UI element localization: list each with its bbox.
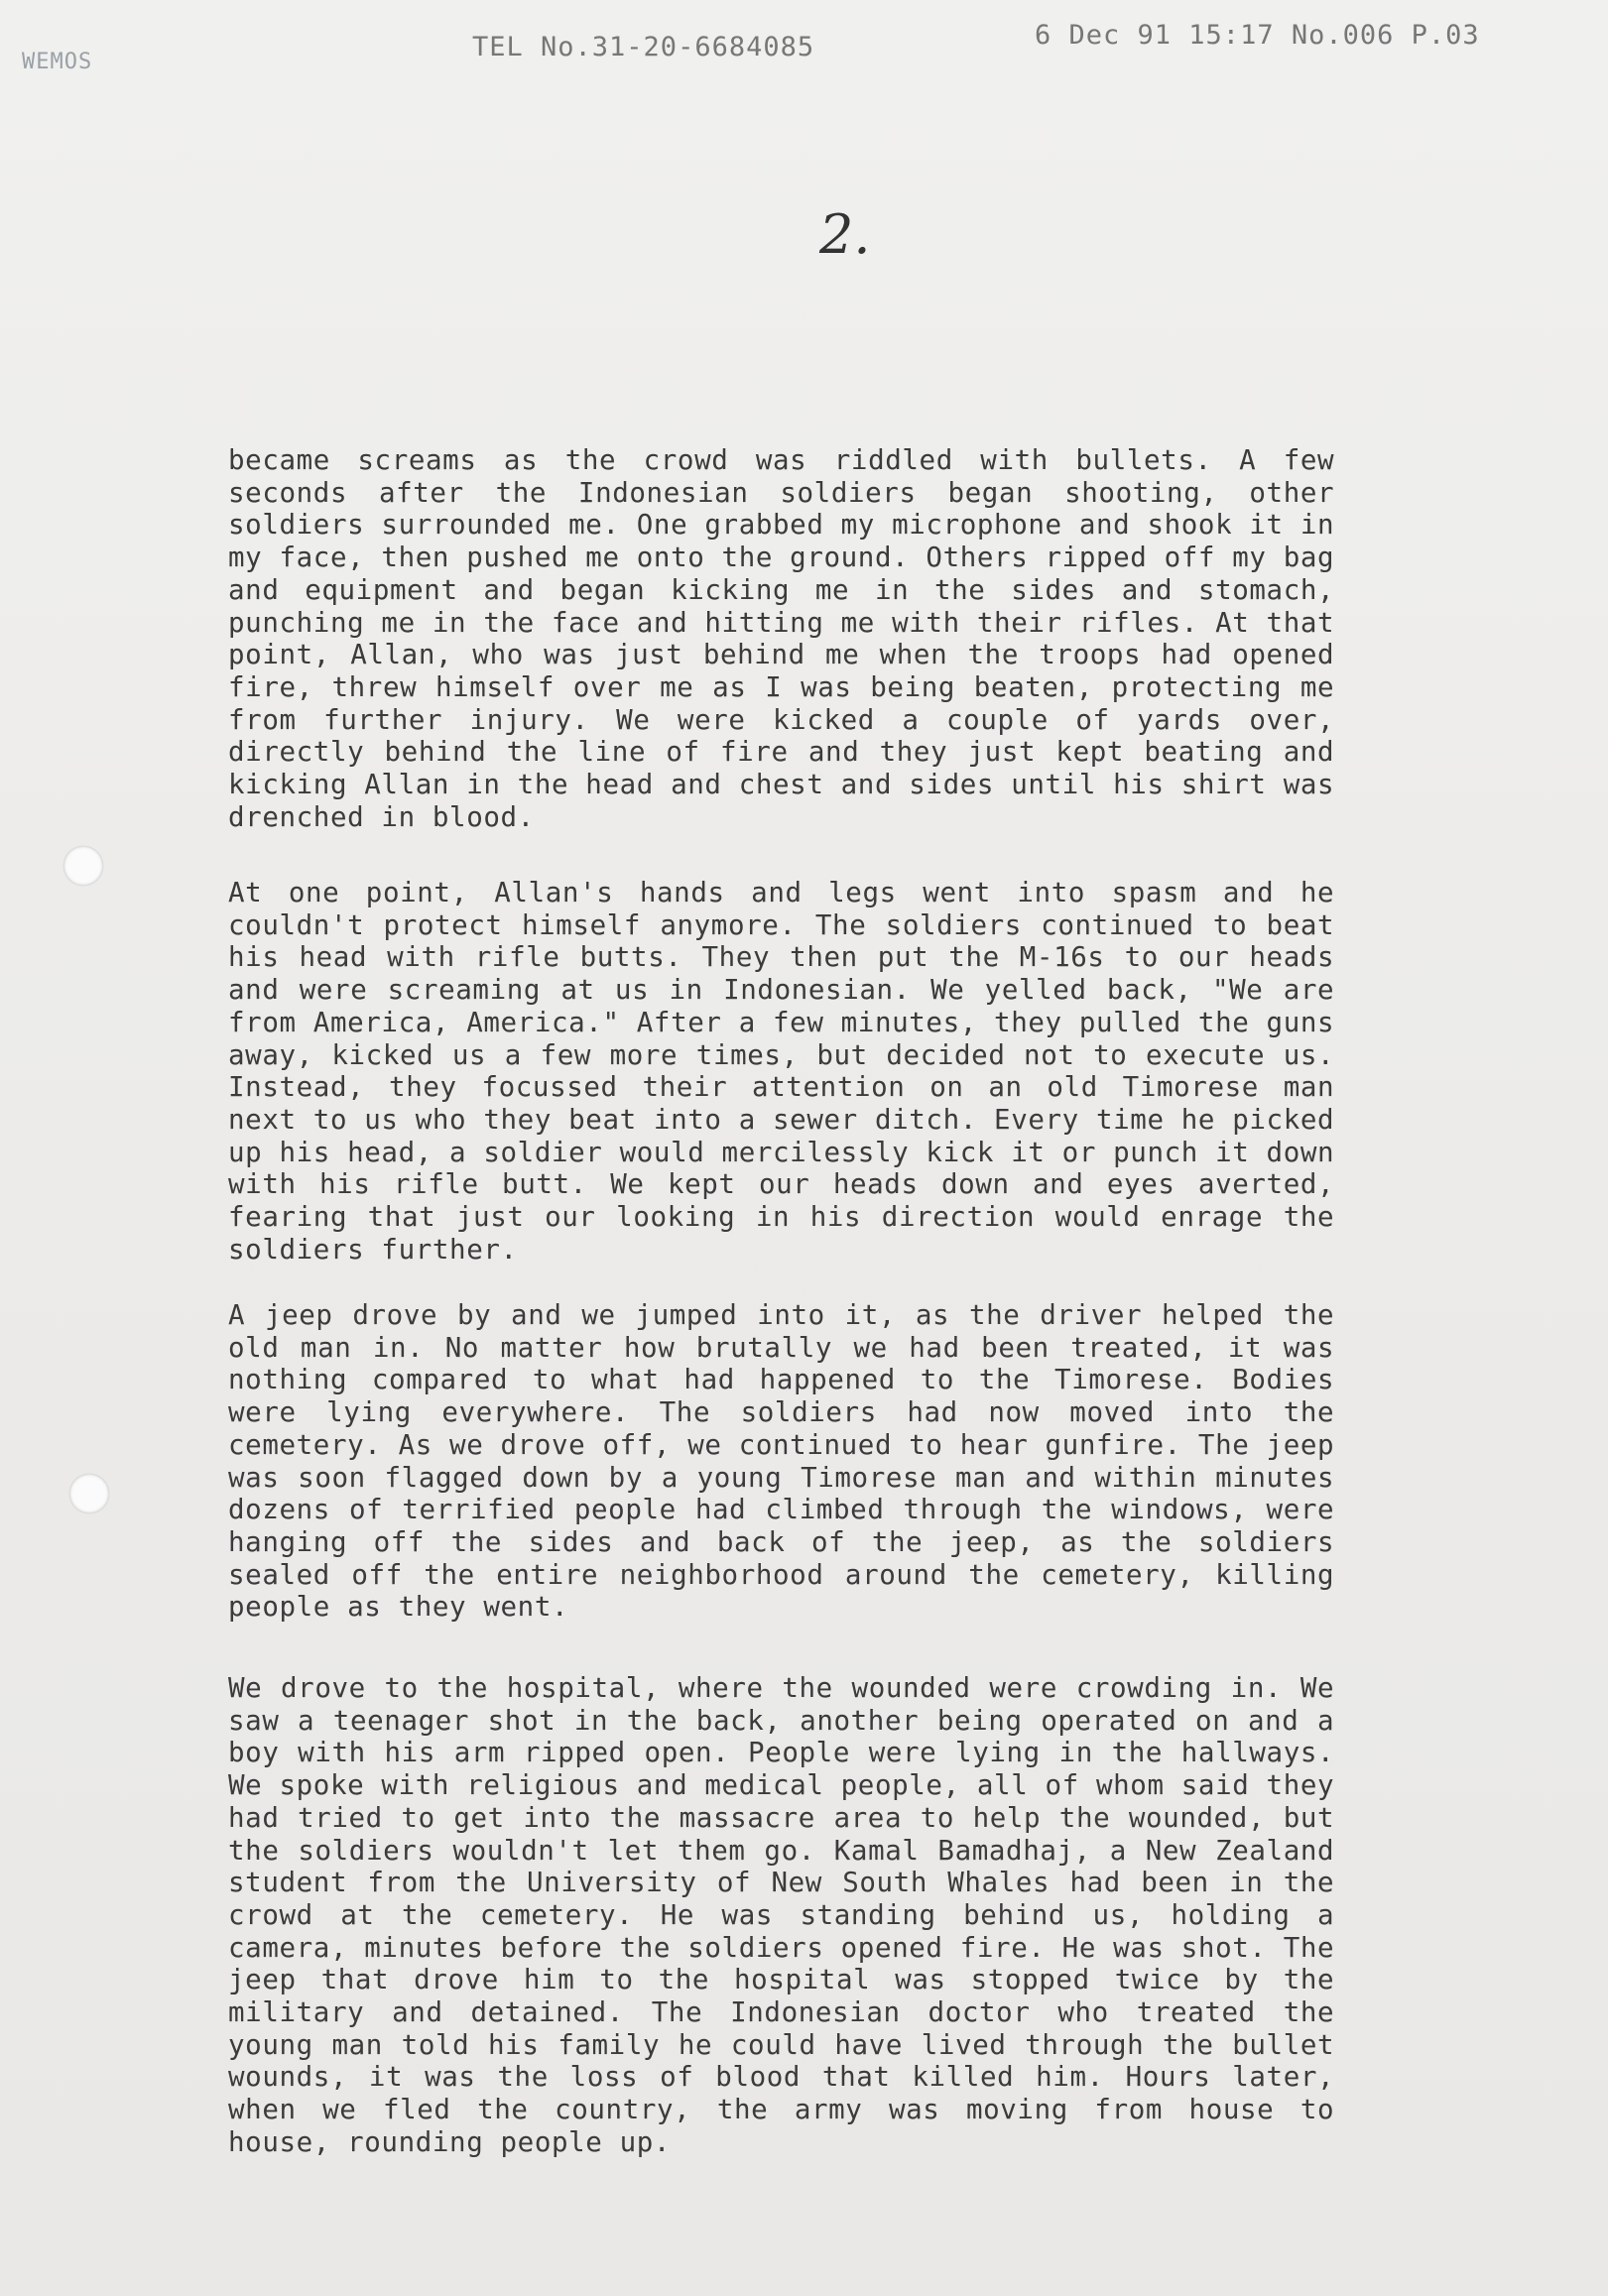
text-line: directly behind the line of fire and they just kept beating and: [228, 736, 1335, 769]
wemos-stamp: WEMOS: [22, 50, 93, 74]
text-line: student from the University of New South Whales had been in the: [228, 1867, 1335, 1899]
text-line: my face, then pushed me onto the ground. Others ripped off my bag: [228, 542, 1335, 574]
text-line: was soon flagged down by a young Timorese man and within minutes: [228, 1461, 1335, 1494]
text-line: the soldiers wouldn't let them go. Kamal Bamadhaj, a New Zealand: [228, 1834, 1335, 1867]
fax-date-header: 6 Dec 91 15:17 No.006 P.03: [1035, 20, 1480, 51]
text-line: next to us who they beat into a sewer ditch. Every time he picked: [228, 1103, 1335, 1136]
text-line: A jeep drove by and we jumped into it, as the driver helped the: [228, 1299, 1335, 1331]
text-line: with his rifle butt. We kept our heads down and eyes averted,: [228, 1168, 1335, 1201]
fax-telephone-header: TEL No.31-20-6684085: [472, 32, 815, 62]
text-line: and equipment and began kicking me in the sides and stomach,: [228, 573, 1335, 606]
text-line: and were screaming at us in Indonesian. We yelled back, "We are: [228, 974, 1335, 1007]
text-line: cemetery. As we drove off, we continued to hear gunfire. The jeep: [228, 1428, 1335, 1461]
text-line: wounds, it was the loss of blood that killed him. Hours later,: [228, 2061, 1335, 2094]
text-line: old man in. No matter how brutally we had been treated, it was: [228, 1331, 1335, 1364]
text-line: We spoke with religious and medical people, all of whom said they: [228, 1769, 1335, 1802]
text-line: kicking Allan in the head and chest and sides until his shirt was: [228, 769, 1335, 801]
text-line: soldiers surrounded me. One grabbed my microphone and shook it in: [228, 509, 1335, 542]
text-line: At one point, Allan's hands and legs went into spasm and he: [228, 877, 1335, 908]
text-line: up his head, a soldier would mercilessly kick it or punch it down: [228, 1136, 1335, 1168]
text-line: nothing compared to what had happened to the Timorese. Bodies: [228, 1364, 1335, 1396]
text-line: young man told his family he could have lived through the bullet: [228, 2028, 1335, 2061]
text-line: his head with rifle butts. They then put the M-16s to our heads: [228, 941, 1335, 974]
text-line: away, kicked us a few more times, but decided not to execute us.: [228, 1038, 1335, 1071]
text-line: boy with his arm ripped open. People were lying in the hallways.: [228, 1737, 1335, 1769]
text-line: sealed off the entire neighborhood around the cemetery, killing: [228, 1558, 1335, 1591]
text-line: crowd at the cemetery. He was standing behind us, holding a: [228, 1898, 1335, 1931]
text-line: punching me in the face and hitting me with their rifles. At that: [228, 606, 1335, 639]
text-line: were lying everywhere. The soldiers had now moved into the: [228, 1396, 1335, 1429]
text-line: drenched in blood.: [228, 800, 535, 833]
text-line: became screams as the crowd was riddled with bullets. A few: [228, 444, 1335, 476]
text-line: point, Allan, who was just behind me when the troops had opened: [228, 639, 1335, 671]
text-line: house, rounding people up.: [228, 2125, 672, 2158]
text-line: fearing that just our looking in his direction would enrage the: [228, 1201, 1335, 1234]
text-line: saw a teenager shot in the back, another being operated on and a: [228, 1704, 1335, 1737]
text-line: couldn't protect himself anymore. The soldiers continued to beat: [228, 908, 1335, 941]
text-line: seconds after the Indonesian soldiers began shooting, other: [228, 476, 1335, 509]
text-line: dozens of terrified people had climbed through the windows, were: [228, 1494, 1335, 1526]
text-line: soldiers further.: [228, 1233, 518, 1266]
text-line: from America, America." After a few minutes, they pulled the guns: [228, 1006, 1335, 1038]
punch-hole: [69, 1474, 109, 1513]
page-number: 2.: [819, 203, 871, 266]
text-line: when we fled the country, the army was moving from house to: [228, 2094, 1335, 2126]
text-line: Instead, they focussed their attention on an old Timorese man: [228, 1071, 1335, 1104]
punch-hole: [63, 846, 103, 886]
text-line: had tried to get into the massacre area to help the wounded, but: [228, 1801, 1335, 1834]
text-line: camera, minutes before the soldiers opened fire. He was shot. The: [228, 1931, 1335, 1964]
text-line: hanging off the sides and back of the jeep, as the soldiers: [228, 1525, 1335, 1558]
text-line: jeep that drove him to the hospital was stopped twice by the: [228, 1964, 1335, 1996]
text-line: from further injury. We were kicked a couple of yards over,: [228, 703, 1335, 736]
text-line: fire, threw himself over me as I was being beaten, protecting me: [228, 670, 1335, 703]
text-line: We drove to the hospital, where the wounded were crowding in. We: [228, 1672, 1335, 1704]
text-line: people as they went.: [228, 1591, 569, 1624]
text-line: military and detained. The Indonesian doctor who treated the: [228, 1996, 1335, 2029]
